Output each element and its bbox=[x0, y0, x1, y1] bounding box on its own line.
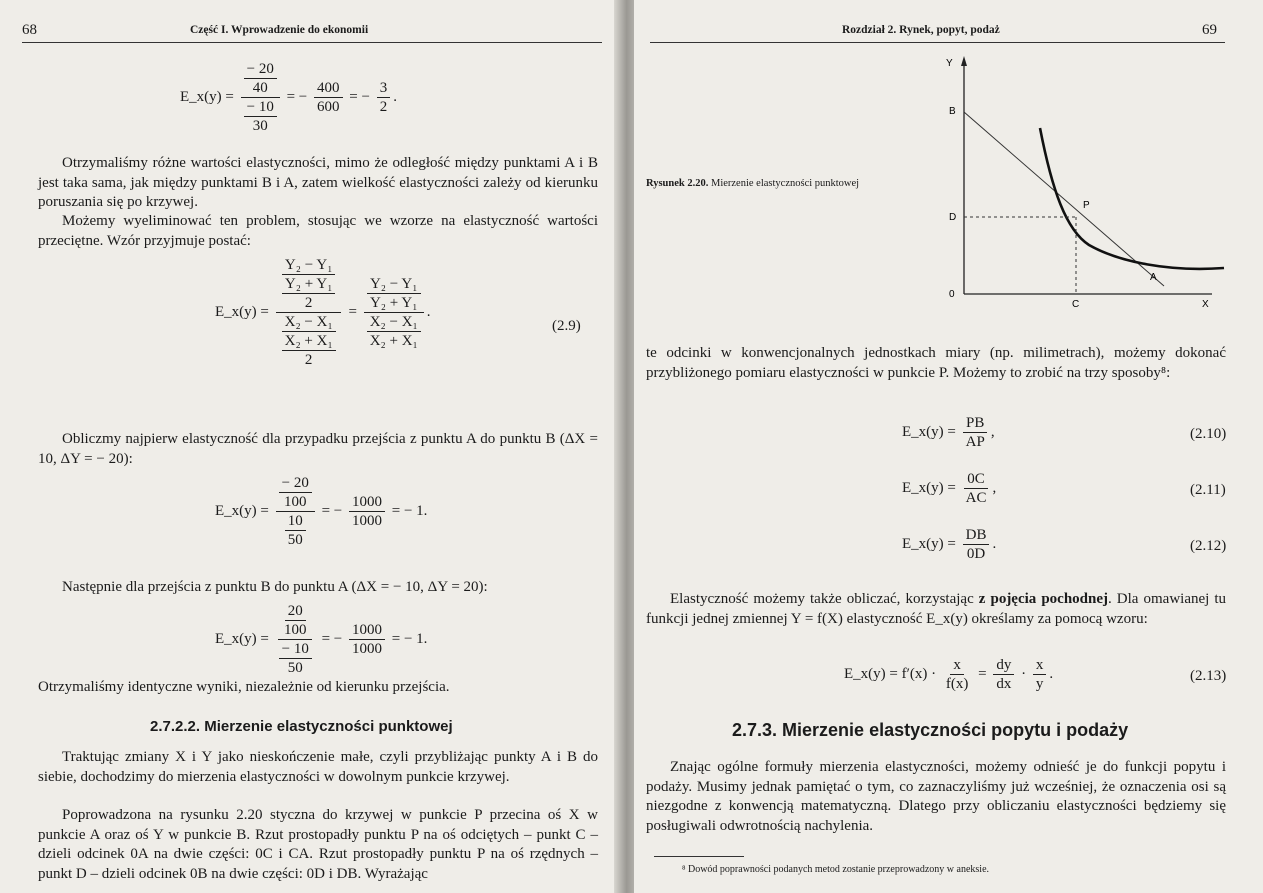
paragraph: Znając ogólne formuły mierzenia elastyczności, możemy odnieść je do funkcji popytu i podaży. Musimy jednak pamiętać o tym, co zaznaczyliśmy już wcześniej, że oznaczenia osi są niezgodne z konwencją matematyczną. Dlatego przy obliczaniu elastyczności będziemy się posługiwali odwrotnością nachylenia. bbox=[646, 759, 1226, 834]
paragraph: Poprowadzona na rysunku 2.20 styczna do krzywej w punkcie P przecina oś X w punkcie A oraz oś Y w punkcie B. Rzut prostopadły punktu P na oś odciętych – punkt C – dzieli odcinek 0A na dwie części: 0C i CA. Rzut prostopadły punktu P na oś rzędnych – punkt D – dzieli odcinek 0B na dwie części: 0D i DB. Wyrażając bbox=[38, 807, 598, 882]
equation-2-9: E_x(y) = $\frac{\frac{\text{Y₂ − Y₁}}{\frac{\text{Y₂ + Y₁}}{2}}}{\frac{\text{X₂ − X₁}}{\frac{\text{X₂ + X₁}}{2}}}$ = $\frac{\frac{\text{Y₂ − Y₁}}{\text{Y₂ + Y₁}}}{\frac{\text{X₂ − X₁}}{\text{X₂ + X₁}}}$ . bbox=[215, 257, 431, 368]
frac-part: 1000 bbox=[349, 621, 385, 640]
paragraph: Następnie dla przejścia z punktu B do punktu A (ΔX = − 10, ΔY = 20): bbox=[62, 579, 488, 595]
elasticity-figure bbox=[934, 50, 1234, 320]
equation-1: E_x(y) = $\frac{\frac{- 20}{40}}{\frac{- 10}{30}}$ = − $\frac{400}{600}$ = − $\frac{3}{2}$ . bbox=[180, 61, 397, 134]
eq-lhs: E_x(y) = f′(x) · bbox=[844, 665, 937, 682]
frac-part: y bbox=[1035, 676, 1044, 692]
fraction bbox=[349, 621, 385, 658]
right-page bbox=[634, 0, 1263, 893]
section-heading: 2.7.2.2. Mierzenie elastyczności punktowej bbox=[150, 718, 453, 735]
paragraph: Obliczmy najpierw elastyczność dla przypadku przejścia z punktu A do punktu B (ΔX = 10, ΔY = − 20): bbox=[38, 431, 598, 467]
equation-2-10 bbox=[902, 414, 995, 451]
eq-lhs: E_x(y) = bbox=[215, 303, 269, 320]
frac-part: − 20 bbox=[244, 60, 277, 79]
header-rule bbox=[650, 42, 1225, 43]
frac-part: X₂ + X₁ bbox=[369, 333, 418, 349]
eq-sign: = bbox=[978, 665, 987, 682]
caption-text: Mierzenie elastyczności punktowej bbox=[710, 178, 860, 189]
paragraph: Możemy wyeliminować ten problem, stosując we wzorze na elastyczność wartości przeciętne. Wzór przyjmuje postać: bbox=[38, 213, 598, 249]
frac-part: 2 bbox=[304, 295, 313, 311]
eq-tail: , bbox=[992, 479, 997, 496]
eq-sign: · bbox=[1021, 665, 1027, 682]
frac-part: PB bbox=[963, 414, 987, 433]
compound-fraction bbox=[276, 474, 315, 549]
point-d-label: D bbox=[949, 212, 957, 223]
running-head-title: Część I. Wprowadzenie do ekonomii bbox=[190, 24, 369, 36]
point-p-label: P bbox=[1083, 200, 1090, 211]
frac-part: − 10 bbox=[244, 98, 277, 117]
frac-part: dx bbox=[996, 676, 1012, 692]
header-rule bbox=[22, 42, 602, 43]
compound-fraction bbox=[276, 256, 342, 369]
eq-lhs: E_x(y) = bbox=[180, 88, 234, 105]
frac-part: 1000 bbox=[352, 513, 383, 529]
eq-sign: = − bbox=[349, 88, 370, 105]
fraction bbox=[963, 414, 988, 451]
equation-2-11 bbox=[902, 470, 996, 507]
frac-part: 30 bbox=[252, 118, 268, 134]
frac-part: X₂ + X₁ bbox=[282, 332, 336, 351]
point-c-label: C bbox=[1072, 299, 1080, 310]
equation-number: (2.13) bbox=[1190, 668, 1227, 684]
running-head-title: Rozdział 2. Rynek, popyt, podaż bbox=[842, 24, 1000, 36]
frac-part: 1000 bbox=[349, 493, 385, 512]
fraction bbox=[963, 526, 990, 563]
page-number: 68 bbox=[22, 22, 37, 38]
paragraph: Otrzymaliśmy identyczne wyniki, niezależnie od kierunku przejścia. bbox=[38, 679, 450, 695]
footnote-rule bbox=[654, 856, 744, 857]
frac-part: 50 bbox=[287, 660, 303, 676]
paragraph: Traktując zmiany X i Y jako nieskończenie małe, czyli przybliżając punkty A i B do siebie, dochodzimy do mierzenia elastyczności w dowolnym punkcie krzywej. bbox=[38, 749, 598, 785]
equation-number: (2.12) bbox=[1190, 538, 1227, 554]
eq-sign: = − bbox=[286, 88, 308, 105]
page-number: 69 bbox=[1202, 22, 1217, 38]
equation-2-13 bbox=[844, 656, 1053, 693]
equation-number: (2.9) bbox=[552, 318, 581, 334]
figure-caption bbox=[646, 178, 859, 189]
frac-part: − 10 bbox=[279, 640, 312, 659]
frac-part: Y₂ − Y₁ bbox=[367, 275, 421, 294]
frac-part: 50 bbox=[287, 532, 303, 548]
fraction bbox=[314, 79, 343, 116]
frac-part: 40 bbox=[252, 80, 268, 96]
demand-curve bbox=[1040, 128, 1224, 269]
frac-part: Y₂ + Y₁ bbox=[369, 295, 418, 311]
eq-lhs: E_x(y) = bbox=[902, 479, 956, 496]
y-axis-arrow bbox=[961, 56, 967, 66]
left-running-head bbox=[0, 22, 626, 44]
eq-result: = − 1. bbox=[391, 630, 428, 647]
fraction bbox=[943, 656, 972, 693]
text-run: Elastyczność możemy także obliczać, korzystając bbox=[670, 591, 979, 607]
compound-fraction bbox=[364, 275, 424, 350]
compound-fraction bbox=[276, 602, 315, 677]
y-axis-label: Y bbox=[946, 58, 953, 69]
equation-2-12 bbox=[902, 526, 996, 563]
eq-tail: . bbox=[992, 535, 997, 552]
fraction bbox=[993, 656, 1014, 693]
section-heading: 2.7.3. Mierzenie elastyczności popytu i podaży bbox=[732, 720, 1129, 740]
fraction bbox=[963, 470, 990, 507]
left-page bbox=[0, 0, 626, 893]
frac-part: f(x) bbox=[945, 676, 969, 692]
frac-part: 0D bbox=[966, 546, 986, 562]
eq-lhs: E_x(y) = bbox=[902, 423, 956, 440]
equation-number: (2.11) bbox=[1190, 482, 1226, 498]
x-axis-label: X bbox=[1202, 299, 1209, 310]
paragraph bbox=[646, 590, 1226, 629]
frac-part: X₂ − X₁ bbox=[282, 313, 336, 332]
frac-part: dy bbox=[993, 656, 1014, 675]
frac-part: 10 bbox=[285, 512, 306, 531]
bold-term: z pojęcia pochodnej bbox=[978, 591, 1109, 607]
frac-part: AP bbox=[965, 434, 985, 450]
frac-part: 2 bbox=[379, 99, 388, 115]
point-a-label: A bbox=[1150, 272, 1157, 283]
footnote: ⁸ Dowód poprawności podanych metod zostanie przeprowadzony w aneksie. bbox=[682, 864, 990, 875]
paragraph: te odcinki w konwencjonalnych jednostkach miary (np. milimetrach), możemy dokonać przybliżonego pomiaru elastyczności w punkcie P. Możemy to zrobić na trzy sposoby⁸: bbox=[646, 345, 1226, 381]
eq-tail: , bbox=[990, 423, 995, 440]
paragraph: Otrzymaliśmy różne wartości elastyczności, mimo że odległość między punktami A i B jest taka sama, jak między punktami B i A, zatem wielkość elastyczności zależy od kierunku poruszania się po krzywej. bbox=[38, 155, 598, 210]
frac-part: x bbox=[1033, 656, 1047, 675]
eq-lhs: E_x(y) = bbox=[902, 535, 956, 552]
frac-part: − 20 bbox=[279, 474, 312, 493]
fraction bbox=[377, 79, 391, 116]
fraction bbox=[349, 493, 385, 530]
frac-part: X₂ − X₁ bbox=[367, 313, 421, 332]
frac-part: Y₂ + Y₁ bbox=[282, 275, 336, 294]
frac-part: x bbox=[950, 656, 964, 675]
frac-part: 100 bbox=[283, 494, 307, 510]
origin-label: 0 bbox=[949, 289, 955, 300]
frac-part: 0C bbox=[964, 470, 988, 489]
text-run: . Dla omawianej tu funkcji jednej zmiennej Y = f(X) elastyczność E_x(y) określamy za pomocą wzoru: bbox=[646, 591, 1226, 627]
right-running-head bbox=[634, 22, 1263, 44]
compound-fraction bbox=[241, 60, 280, 135]
frac-part: 20 bbox=[285, 602, 306, 621]
frac-part: Y₂ − Y₁ bbox=[282, 256, 336, 275]
eq-tail: . bbox=[1049, 665, 1054, 682]
equation-number: (2.10) bbox=[1190, 426, 1227, 442]
frac-part: 3 bbox=[377, 79, 391, 98]
frac-part: 600 bbox=[317, 99, 340, 115]
frac-part: 100 bbox=[283, 622, 307, 638]
eq-lhs: E_x(y) = bbox=[215, 630, 269, 647]
eq-lhs: E_x(y) = bbox=[215, 502, 269, 519]
equation-3: E_x(y) = $\frac{\frac{20}{100}}{\frac{- 10}{50}}$ = − $\frac{1000}{1000}$ = − 1. bbox=[215, 603, 428, 676]
caption-label: Rysunek 2.20. bbox=[646, 178, 709, 189]
frac-part: 1000 bbox=[352, 641, 383, 657]
equation-2: E_x(y) = $\frac{\frac{- 20}{100}}{\frac{10}{50}}$ = − $\frac{1000}{1000}$ = − 1. bbox=[215, 475, 428, 548]
point-b-label: B bbox=[949, 106, 956, 117]
frac-part: DB bbox=[963, 526, 990, 545]
fraction bbox=[1033, 656, 1047, 693]
eq-result: = − 1. bbox=[391, 502, 428, 519]
frac-part: 2 bbox=[304, 352, 313, 368]
tangent-line bbox=[964, 112, 1164, 286]
frac-part: 400 bbox=[314, 79, 343, 98]
frac-part: AC bbox=[965, 490, 987, 506]
